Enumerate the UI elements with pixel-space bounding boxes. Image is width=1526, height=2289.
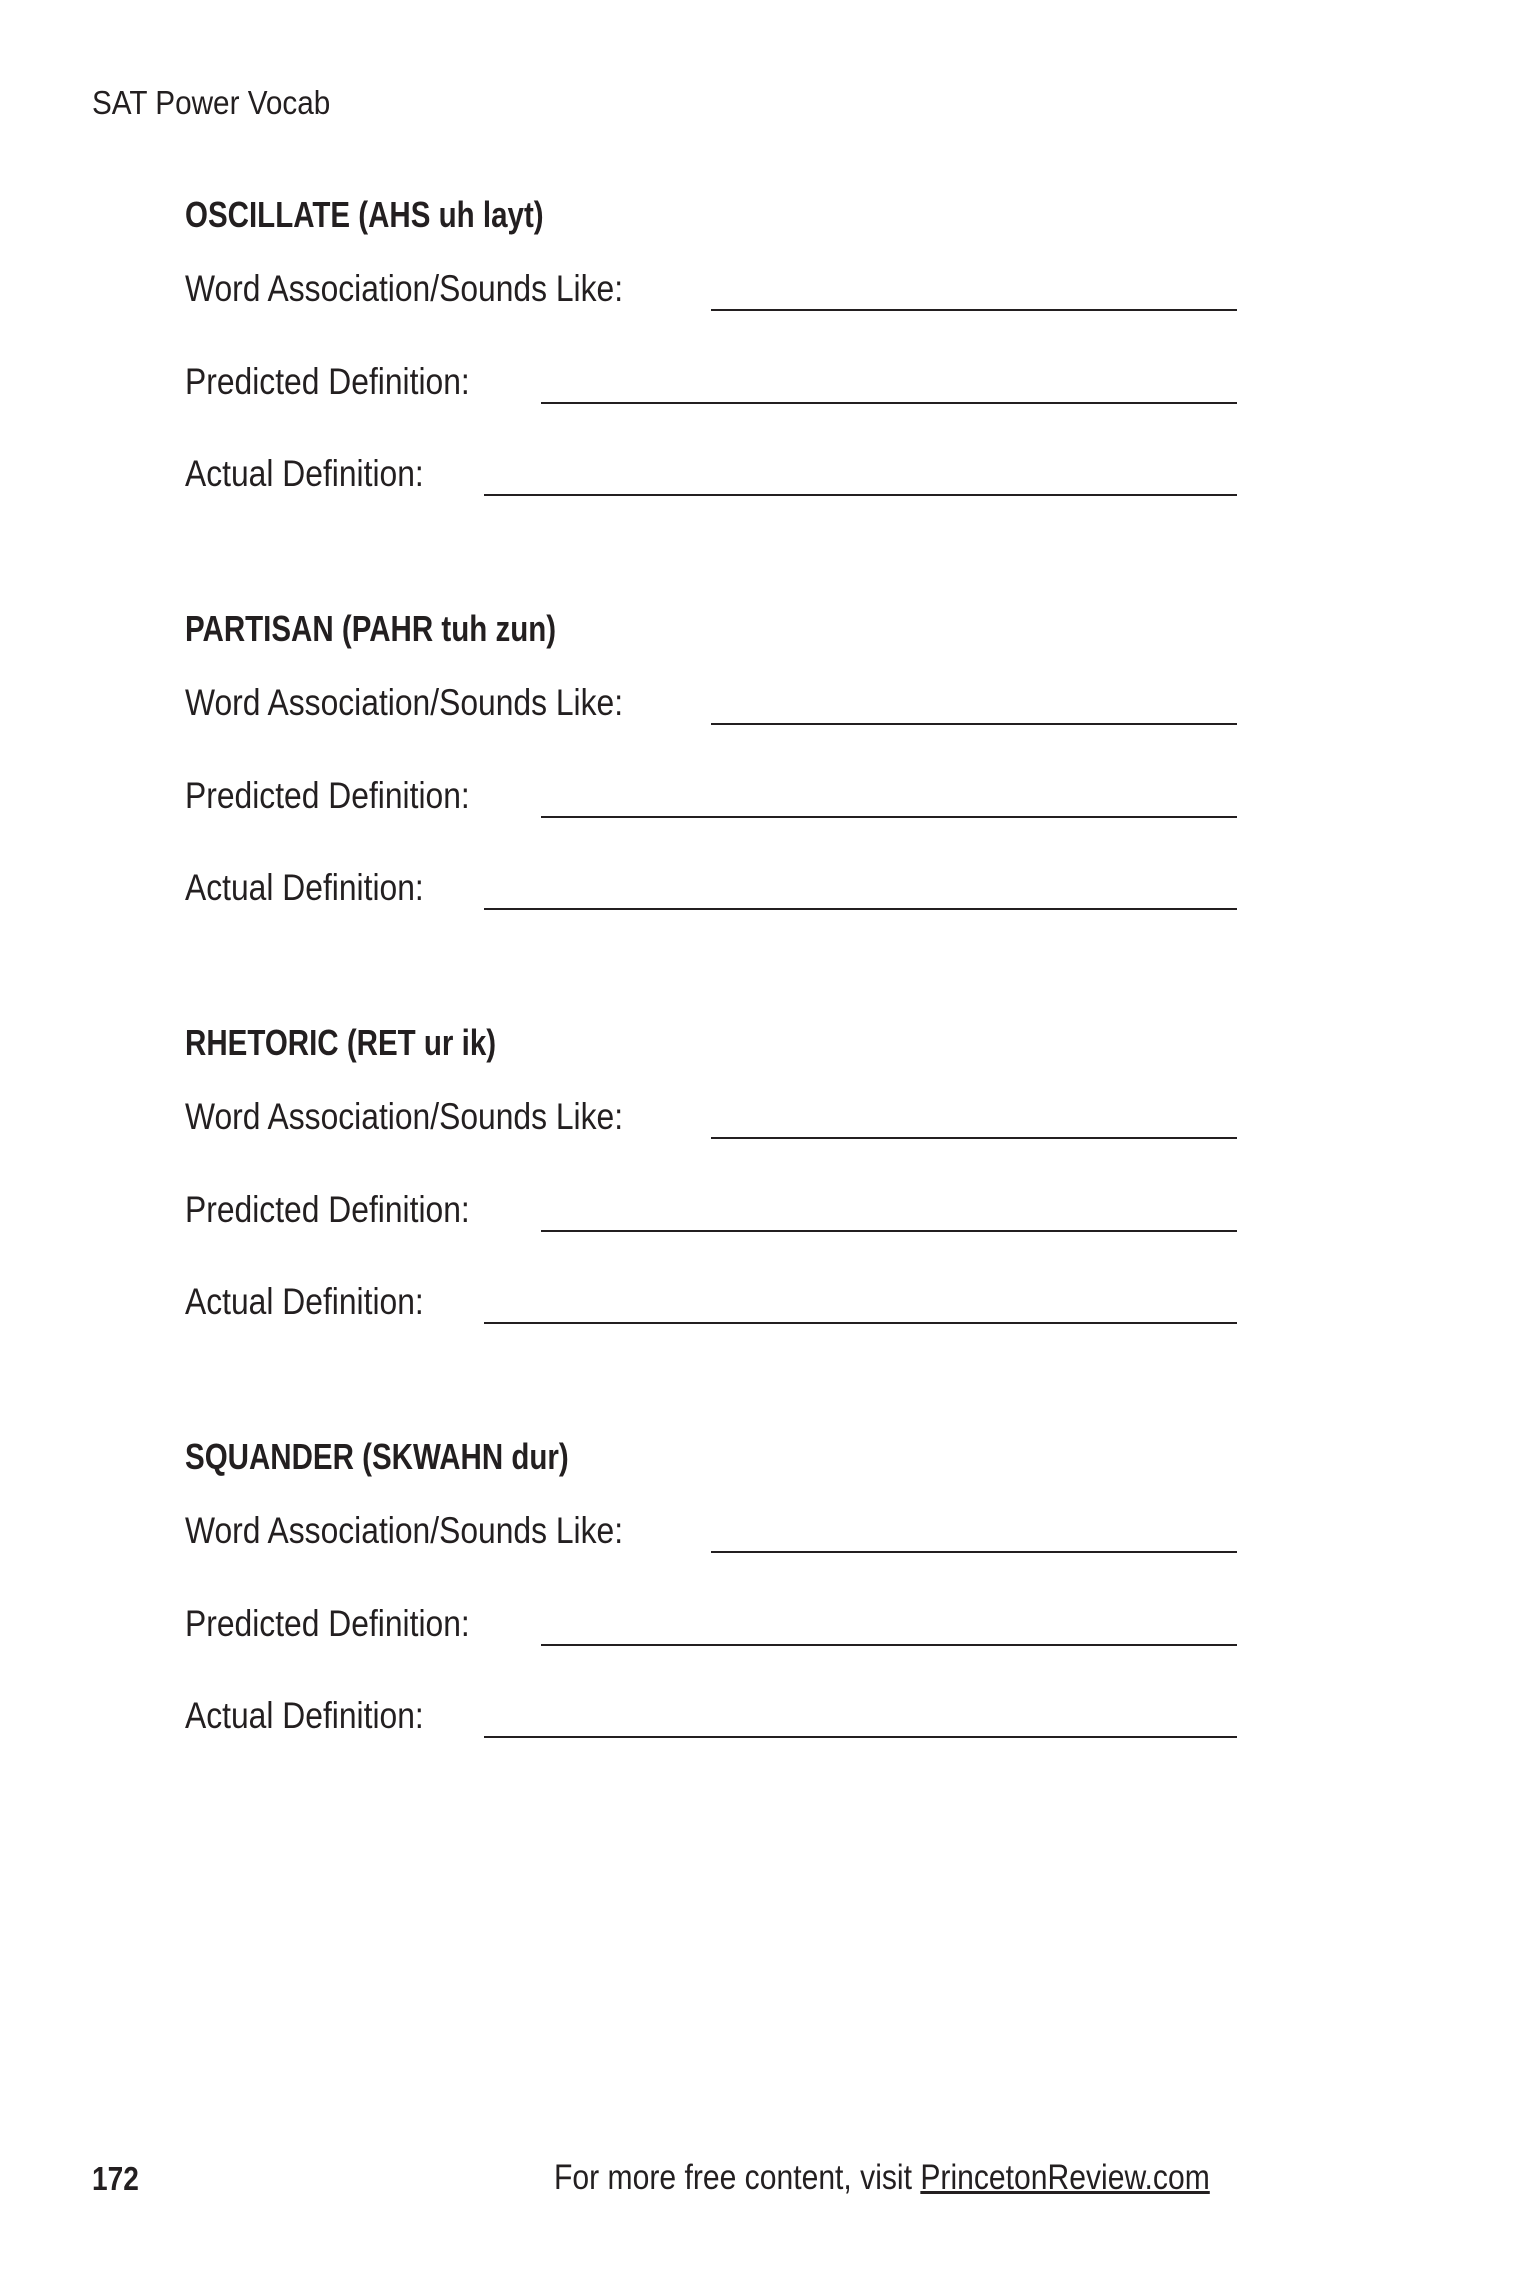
answer-blank[interactable] xyxy=(541,1644,1237,1646)
word-association-row xyxy=(185,1510,1237,1553)
predicted-definition-row xyxy=(185,361,1237,404)
vocab-entry xyxy=(185,608,1237,941)
actual-definition-row xyxy=(185,453,1237,496)
running-header: SAT Power Vocab xyxy=(92,84,331,121)
field-label: Word Association/Sounds Like: xyxy=(185,1096,624,1137)
actual-definition-row xyxy=(185,1695,1237,1738)
entry-heading: RHETORIC (RET ur ik) xyxy=(185,1022,497,1063)
page-number: 172 xyxy=(92,2160,139,2197)
answer-blank[interactable] xyxy=(711,1137,1237,1139)
word-association-row xyxy=(185,268,1237,311)
field-label: Actual Definition: xyxy=(185,1281,424,1322)
vocab-entry xyxy=(185,194,1237,527)
answer-blank[interactable] xyxy=(484,494,1237,496)
field-label: Actual Definition: xyxy=(185,453,424,494)
entry-heading: PARTISAN (PAHR tuh zun) xyxy=(185,608,557,649)
field-label: Word Association/Sounds Like: xyxy=(185,1510,624,1551)
field-label: Predicted Definition: xyxy=(185,361,470,402)
field-label: Actual Definition: xyxy=(185,867,424,908)
field-label: Word Association/Sounds Like: xyxy=(185,682,624,723)
footer-promo xyxy=(554,2158,1210,2198)
answer-blank[interactable] xyxy=(484,1736,1237,1738)
field-label: Actual Definition: xyxy=(185,1695,424,1736)
princeton-review-link[interactable]: PrincetonReview.com xyxy=(920,2158,1210,2197)
entry-heading: SQUANDER (SKWAHN dur) xyxy=(185,1436,569,1477)
word-association-row xyxy=(185,1096,1237,1139)
answer-blank[interactable] xyxy=(711,723,1237,725)
answer-blank[interactable] xyxy=(541,1230,1237,1232)
field-label: Predicted Definition: xyxy=(185,775,470,816)
word-association-row xyxy=(185,682,1237,725)
field-label: Word Association/Sounds Like: xyxy=(185,268,624,309)
answer-blank[interactable] xyxy=(711,309,1237,311)
entry-heading: OSCILLATE (AHS uh layt) xyxy=(185,194,544,235)
actual-definition-row xyxy=(185,1281,1237,1324)
predicted-definition-row xyxy=(185,1603,1237,1646)
field-label: Predicted Definition: xyxy=(185,1603,470,1644)
answer-blank[interactable] xyxy=(541,816,1237,818)
answer-blank[interactable] xyxy=(484,1322,1237,1324)
predicted-definition-row xyxy=(185,775,1237,818)
answer-blank[interactable] xyxy=(711,1551,1237,1553)
footer-text: For more free content, visit xyxy=(554,2158,921,2197)
field-label: Predicted Definition: xyxy=(185,1189,470,1230)
answer-blank[interactable] xyxy=(541,402,1237,404)
predicted-definition-row xyxy=(185,1189,1237,1232)
actual-definition-row xyxy=(185,867,1237,910)
vocab-entry xyxy=(185,1022,1237,1355)
answer-blank[interactable] xyxy=(484,908,1237,910)
vocab-entry xyxy=(185,1436,1237,1769)
